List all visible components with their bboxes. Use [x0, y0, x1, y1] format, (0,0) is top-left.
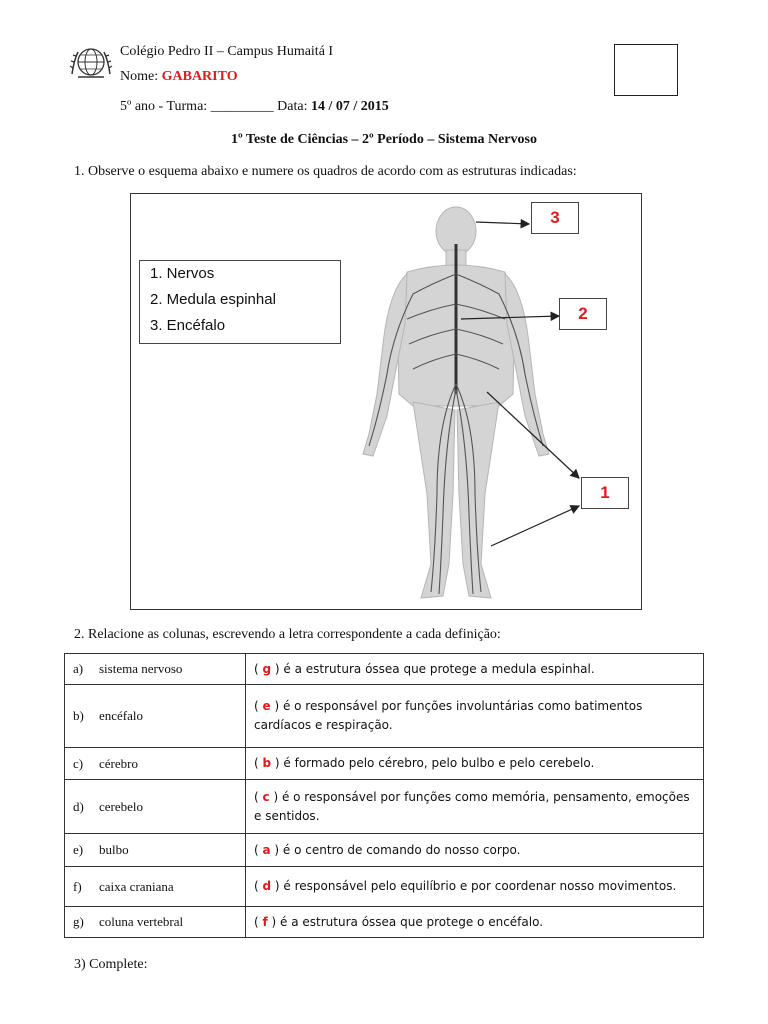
row-answer: b [262, 756, 272, 770]
row-letter: g) [73, 914, 84, 929]
row-letter: d) [73, 798, 84, 814]
legend-item: 1. Nervos [150, 265, 215, 282]
grade-box [614, 44, 678, 96]
row-term: sistema nervoso [99, 661, 183, 676]
nervous-system-figure [130, 193, 642, 610]
row-term: coluna vertebral [99, 914, 184, 929]
name-line [120, 69, 238, 85]
answer-box-spinal-cord: 2 [559, 298, 607, 330]
grade-line [120, 99, 389, 115]
row-definition: é formado pelo cérebro, pelo bulbo e pelo cerebelo. [283, 756, 595, 770]
row-term: cérebro [99, 755, 138, 771]
row-term: caixa craniana [99, 878, 174, 894]
row-answer: e [262, 699, 271, 713]
row-answer: d [262, 879, 272, 893]
question-1-prompt: 1. Observe o esquema abaixo e numere os quadros de acordo com as estruturas indicadas: [74, 164, 577, 179]
question-2-prompt: 2. Relacione as colunas, escrevendo a letra correspondente a cada definição: [74, 627, 501, 642]
table-row: b) encéfalo ( e ) é o responsável por funções involuntárias como batimentos cardíacos e respiração. [65, 685, 704, 748]
school-name: Colégio Pedro II – Campus Humaitá I [120, 44, 334, 59]
row-definition: é a estrutura óssea que protege o encéfalo. [280, 914, 544, 929]
row-term: cerebelo [99, 798, 144, 814]
row-answer: g [262, 661, 272, 676]
row-letter: a) [73, 661, 84, 676]
row-answer: c [262, 789, 270, 804]
body-illustration [131, 194, 641, 609]
grade-label: 5º ano - Turma: _________ Data: [120, 99, 308, 114]
date-value: 14 / 07 / 2015 [311, 99, 389, 114]
legend-item: 2. Medula espinhal [150, 291, 276, 308]
row-definition: é a estrutura óssea que protege a medula espinhal. [283, 661, 595, 676]
row-letter: e) [73, 842, 84, 857]
table-row: g) coluna vertebral ( f ) é a estrutura óssea que protege o encéfalo. [65, 907, 704, 938]
table-row: e) bulbo ( a ) é o centro de comando do nosso corpo. [65, 834, 704, 867]
matching-table [64, 653, 704, 938]
table-row: a) sistema nervoso ( g ) é a estrutura óssea que protege a medula espinhal. [65, 654, 704, 685]
row-term: bulbo [99, 842, 129, 857]
row-answer: a [262, 842, 271, 857]
table-row: d) cerebelo ( c ) é o responsável por funções como memória, pensamento, emoções e sentidos. [65, 780, 704, 834]
row-term: encéfalo [99, 708, 144, 723]
row-letter: b) [73, 708, 84, 723]
row-answer: f [262, 914, 268, 929]
name-value: GABARITO [161, 69, 238, 84]
legend-item: 3. Encéfalo [150, 317, 226, 334]
row-definition: é o responsável por funções como memória, pensamento, emoções e sentidos. [254, 789, 690, 823]
row-definition: é o responsável por funções involuntárias como batimentos cardíacos e respiração. [254, 699, 643, 732]
row-letter: f) [73, 878, 82, 894]
table-row: c) cérebro ( b ) é formado pelo cérebro, pelo bulbo e pelo cerebelo. [65, 748, 704, 780]
answer-box-nerves: 1 [581, 477, 629, 509]
test-title: 1º Teste de Ciências – 2º Período – Sistema Nervoso [231, 132, 537, 147]
row-letter: c) [73, 755, 84, 771]
name-label: Nome: [120, 69, 159, 84]
row-definition: é o centro de comando do nosso corpo. [282, 842, 521, 857]
answer-box-encephalon: 3 [531, 202, 579, 234]
school-logo [68, 44, 114, 80]
question-3-prompt: 3) Complete: [74, 957, 148, 972]
row-definition: é responsável pelo equilíbrio e por coordenar nosso movimentos. [283, 879, 677, 893]
table-row: f) caixa craniana ( d ) é responsável pelo equilíbrio e por coordenar nosso movimentos. [65, 867, 704, 907]
